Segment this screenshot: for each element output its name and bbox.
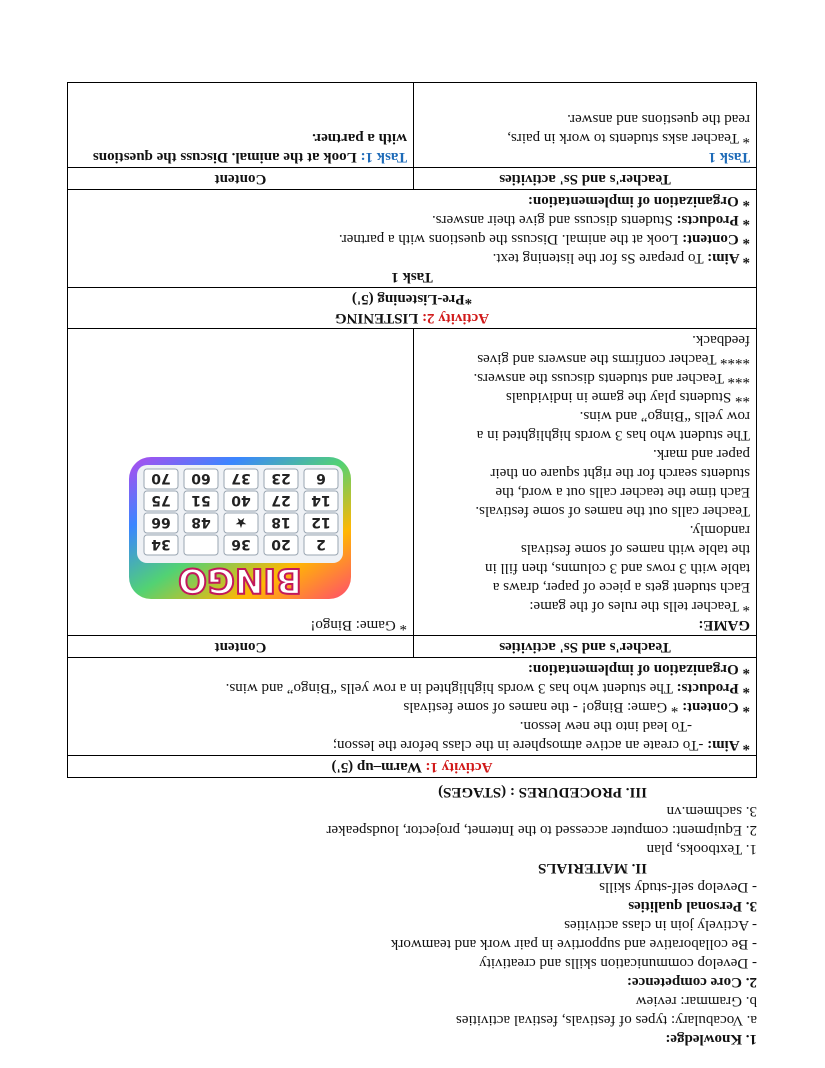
col-content-header: Content — [68, 636, 414, 658]
bingo-number: 18 — [271, 514, 292, 530]
core-item: - Be collaborative and supportive in pair work and teamwork — [390, 936, 757, 952]
col-activities-header: Teacher's and Ss' activities — [414, 636, 757, 658]
bingo-number: 70 — [151, 470, 172, 486]
activity1-table — [67, 82, 757, 778]
aim-label: * Aim: — [707, 250, 750, 266]
knowledge-heading: 1. Knowledge: — [665, 1031, 757, 1047]
lesson-plan — [67, 82, 757, 1048]
bingo-number: 2 — [316, 536, 327, 552]
game-rule-line: feedback. — [692, 332, 750, 348]
materials-item: 3. sachmem.vn — [666, 803, 757, 819]
bingo-number: ★ — [235, 514, 248, 530]
game-rule-line: *** Teacher and students discuss the answers. — [473, 370, 750, 386]
game-rules-cell — [414, 329, 757, 636]
content-text: * Game: Bingo! - the names of some festivals — [403, 699, 683, 715]
game-rule-line: The student who has 3 words highlighted in a — [476, 427, 750, 443]
game-rule-line: **** Teacher confirms the answers and gives — [477, 351, 750, 367]
aim-text-2: -To lead into the new lesson. — [519, 718, 692, 734]
procedures-heading: III. PROCEDURES : (STAGES) — [438, 784, 647, 800]
game-rule-line: randomly. — [689, 522, 750, 538]
game-rule-line: Teacher calls out the names of some festivals. — [475, 503, 750, 519]
bingo-number: 66 — [151, 514, 172, 530]
aim-text: To prepare Ss for the listening text. — [492, 250, 708, 266]
organization-label: * Organization of implementation: — [527, 193, 750, 209]
activity2-right-cell — [68, 83, 414, 168]
bingo-number: 48 — [191, 514, 212, 530]
teacher-instruction: read the questions and answer. — [567, 111, 750, 127]
task-label: Task 1: — [360, 149, 407, 165]
game-rule-line: Each student gets a piece of paper, draws a — [492, 579, 750, 595]
materials-heading: II. MATERIALS — [538, 860, 647, 876]
activity2-info-cell — [68, 190, 757, 288]
game-rule-line: * Teacher tells the rules of the game: — [529, 598, 750, 614]
activity1-label: Activity 1: — [425, 759, 493, 775]
content-label: * Content: — [682, 231, 750, 247]
game-rules — [420, 330, 750, 615]
bingo-number: 23 — [271, 470, 292, 486]
activity2-left-cell — [414, 83, 757, 168]
bingo-number: 6 — [316, 470, 327, 486]
game-rule-line: table with 3 rows and 3 columns, then fill in — [485, 560, 750, 576]
activity2-label: Activity 2: — [422, 310, 490, 326]
products-text: Students discuss and give their answers. — [431, 212, 677, 228]
game-rule-line: Each time the teacher calls out a word, the — [495, 484, 750, 500]
aim-text: -To create an active atmosphere in the class before the lesson; — [332, 737, 708, 753]
teacher-instruction: * Teacher asks students to work in pairs, — [507, 130, 750, 146]
bingo-number: 75 — [151, 492, 172, 508]
products-label: * Products: — [676, 212, 750, 228]
materials-item: 2. Equipment: computer accessed to the Internet, projector, loudspeaker — [326, 822, 757, 838]
organization-label: * Organization of implementation: — [527, 661, 750, 677]
bingo-number: 12 — [311, 514, 332, 530]
core-item: - Develop communication skills and creativity — [479, 955, 757, 971]
task-text: Look at the animal. Discuss the questions with a partner. — [92, 130, 407, 165]
content-label: * Content: — [682, 699, 750, 715]
content-text: Look at the animal. Discuss the questions with a partner. — [338, 231, 683, 247]
activity1-title: Warm–up (5') — [331, 759, 426, 775]
personal-item: - Develop self-study skills — [599, 879, 757, 895]
game-content-cell — [68, 329, 414, 636]
core-item: - Actively join in class activities — [564, 917, 757, 933]
products-text: The student who has 3 words highlighted in a row yells “Bingo” and wins. — [225, 680, 677, 696]
game-rule-line: students search for the right square on their — [490, 465, 750, 481]
materials-item: 1. Textbooks, plan — [646, 841, 757, 857]
bingo-logo-text: BINGO — [178, 560, 303, 600]
activity2-task: Task 1 — [391, 269, 433, 285]
activity2-title-cell — [68, 288, 757, 329]
bingo-cell — [185, 535, 219, 555]
bingo-number: 14 — [311, 492, 332, 508]
vocabulary-line: a. Vocabulary: types of festivals, festival activities — [455, 1012, 757, 1028]
game-rule-line: row yells “Bingo” and wins. — [579, 408, 750, 424]
activity1-info-cell — [68, 658, 757, 756]
game-name: * Game: Bingo! — [310, 617, 407, 633]
products-label: * Products: — [676, 680, 750, 696]
bingo-number: 51 — [191, 492, 212, 508]
bingo-number: 27 — [271, 492, 292, 508]
col-content-header: Content — [68, 168, 414, 190]
bingo-number: 37 — [231, 470, 252, 486]
aim-label: * Aim: — [707, 737, 750, 753]
game-title: GAME: — [698, 617, 750, 633]
activity2-title: LISTENING — [334, 310, 423, 326]
bingo-number: 36 — [231, 536, 252, 552]
bingo-number: 60 — [191, 470, 212, 486]
bingo-number: 40 — [231, 492, 252, 508]
bingo-number: 34 — [151, 536, 172, 552]
bingo-number: 20 — [271, 536, 292, 552]
game-rule-line: paper and mark. — [652, 446, 750, 462]
col-activities-header: Teacher's and Ss' activities — [414, 168, 757, 190]
personal-heading: 3. Personal qualities — [628, 898, 757, 914]
game-rule-line: ** Students play the game in individuals — [505, 389, 750, 405]
core-heading: 2. Core competence: — [626, 974, 757, 990]
bingo-logo-image — [126, 453, 356, 603]
activity2-subtitle: *Pre-Listening (5') — [351, 291, 473, 307]
task-label: Task 1 — [708, 149, 750, 165]
grammar-line: b. Grammar: review — [635, 993, 757, 1009]
activity1-title-cell — [68, 756, 757, 778]
game-rule-line: the table with names of some festivals — [520, 541, 750, 557]
